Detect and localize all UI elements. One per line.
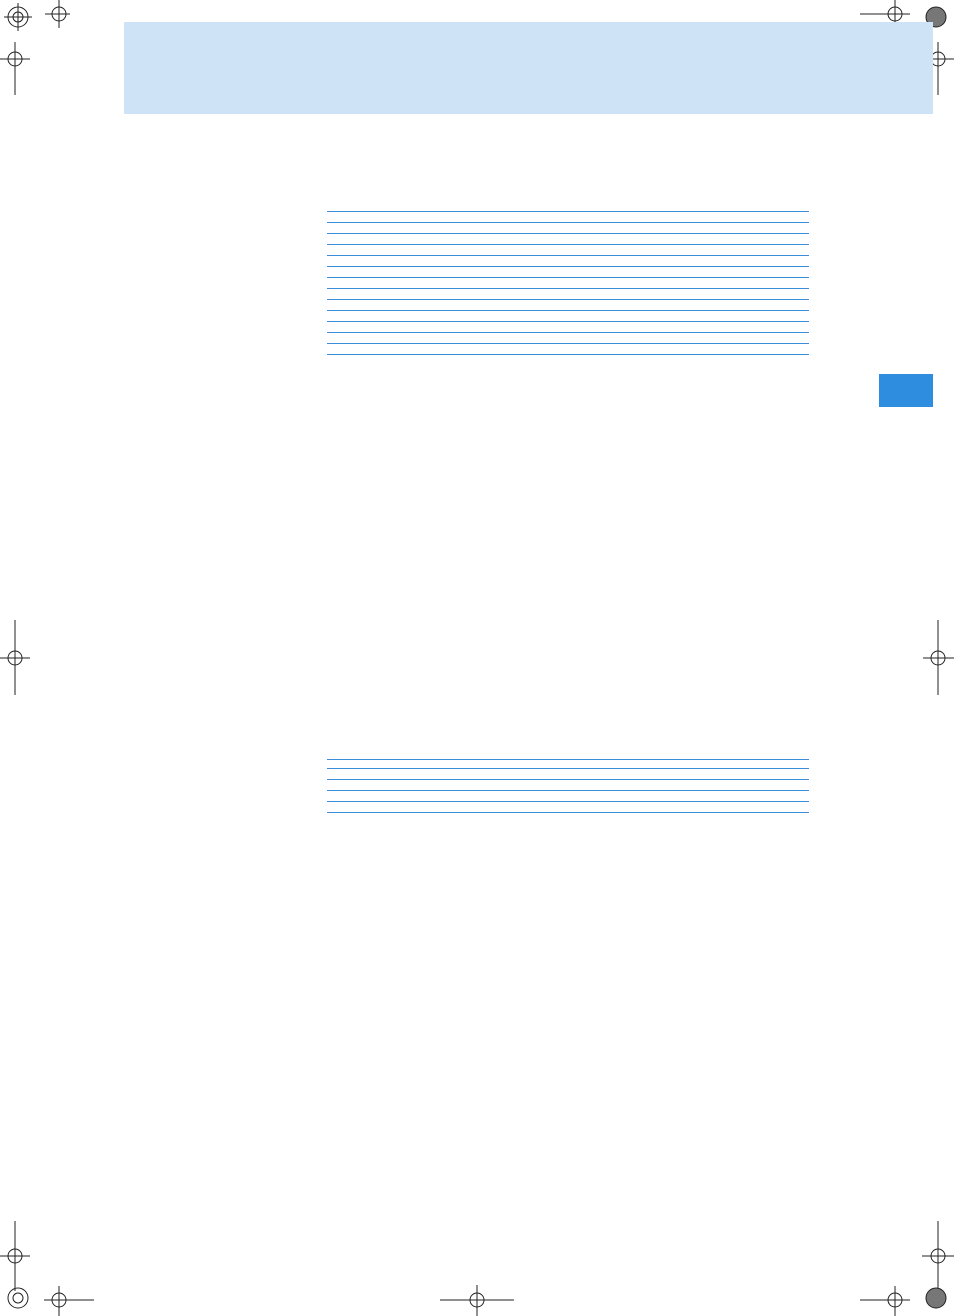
crop-mark-top-left [0,0,70,100]
spec-value [327,341,809,344]
spec-row [122,256,809,267]
section-bf [122,738,809,813]
spec-row [122,780,809,791]
spec-value [327,810,809,813]
spec-value [327,297,809,300]
crop-mark-bottom-right [860,1216,954,1316]
spec-row [122,802,809,813]
crop-mark-mid-left [0,620,35,695]
spec-value [327,766,809,769]
section-rule [327,759,809,760]
crop-mark-bottom-center [440,1285,520,1316]
spec-row [122,333,809,344]
spec-table-bf [122,758,809,813]
spec-value [327,242,809,245]
spec-row [122,311,809,322]
spec-row [122,344,809,355]
section-rule [327,211,809,212]
section-title [122,738,809,758]
spec-row [122,267,809,278]
spec-table-hf [122,212,809,355]
spec-value [327,352,809,355]
spec-row [122,234,809,245]
spec-row [122,223,809,234]
spec-row [122,769,809,780]
spec-row [122,289,809,300]
section-hf [122,192,809,355]
spec-value [327,220,809,223]
spec-value [327,788,809,791]
section-title [122,192,809,212]
spec-row [122,322,809,333]
chapter-side-tab [879,374,933,407]
spec-value [327,330,809,333]
spec-row [122,278,809,289]
crop-mark-bottom-left [0,1216,100,1316]
spec-row [122,300,809,311]
spec-value [327,308,809,311]
spec-value [327,286,809,289]
spec-value [327,231,809,234]
spec-row [122,791,809,802]
spec-row [122,245,809,256]
spec-value [327,253,809,256]
crop-mark-mid-right [919,620,954,695]
header-band [124,22,933,114]
spec-value [327,777,809,780]
spec-value [327,275,809,278]
spec-row [122,212,809,223]
spec-value [327,799,809,802]
spec-value [327,264,809,267]
spec-value [327,319,809,322]
